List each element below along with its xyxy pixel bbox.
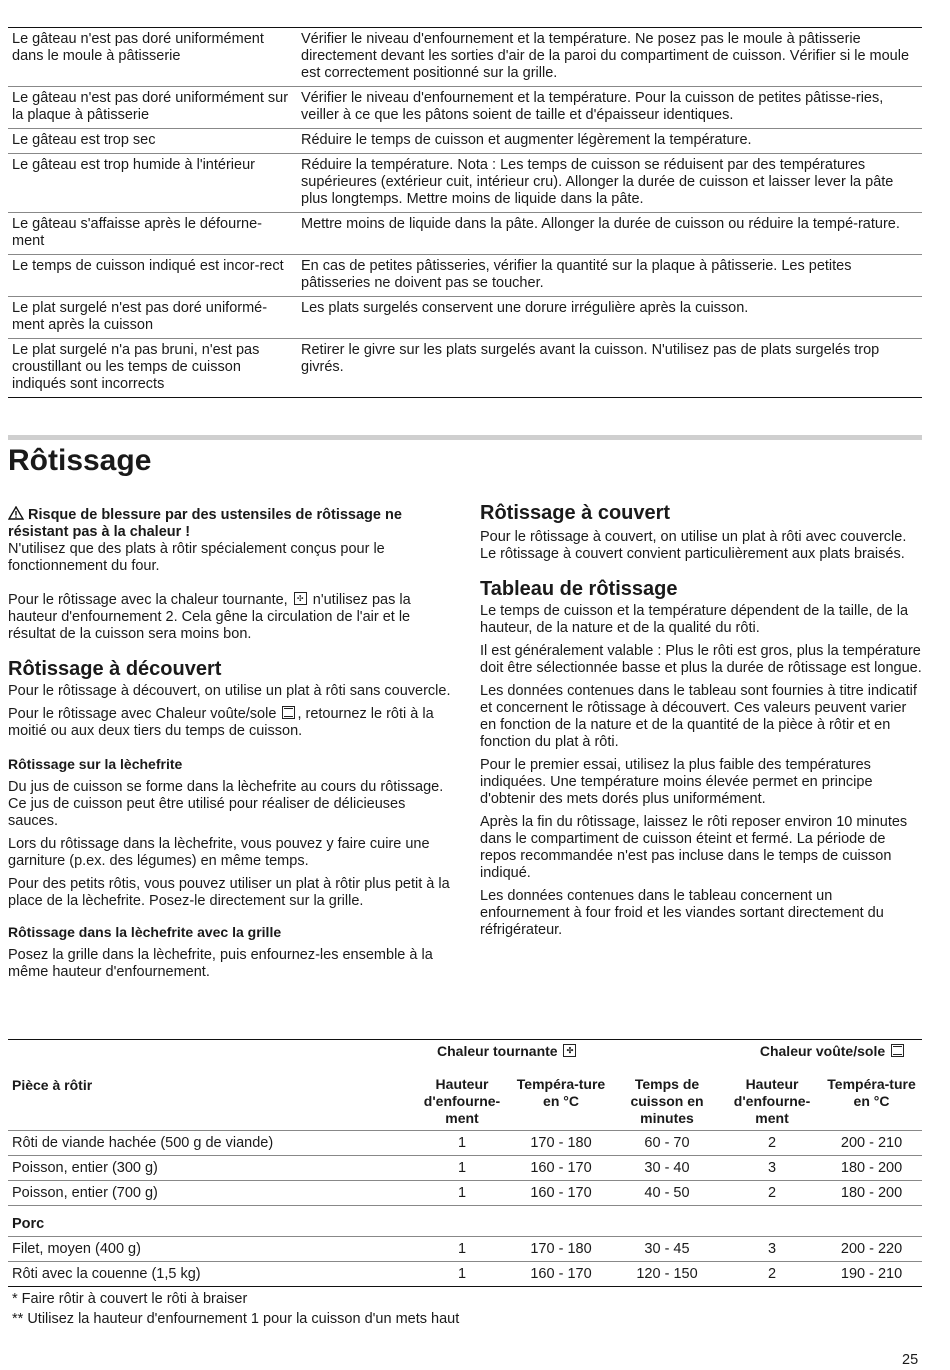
table-row <box>8 255 922 297</box>
col-header-height-fan: Hauteur d'enfourne-ment <box>413 1063 511 1131</box>
top-bottom-heat-icon <box>891 1044 904 1057</box>
problem-cell: Le gâteau n'est pas doré uniformément dans le moule à pâtisserie <box>8 28 297 87</box>
solution-cell: Réduire le temps de cuisson et augmenter légèrement la température. <box>297 129 922 154</box>
heading-roast-table: Tableau de rôtissage <box>480 578 678 600</box>
table-row <box>8 297 922 339</box>
problem-cell: Le plat surgelé n'est pas doré uniformé-ment après la cuisson <box>8 297 297 339</box>
temp-top-bottom-cell: 200 - 210 <box>821 1131 922 1156</box>
solution-cell: En cas de petites pâtisseries, vérifier la quantité sur la plaque à pâtisserie. Les petites pâtisseries ne doivent pas se toucher. <box>297 255 922 297</box>
piece-cell: Rôti avec la couenne (1,5 kg) <box>8 1262 413 1287</box>
piece-cell: Rôti de viande hachée (500 g de viande) <box>8 1131 413 1156</box>
warning-title: Risque de blessure par des ustensiles de rôtissage ne résistant pas à la chaleur ! <box>8 507 402 540</box>
table-row <box>8 87 922 129</box>
uncovered-paragraph: Pour le rôtissage à découvert, on utilise un plat à rôti sans couvercle. <box>8 683 451 699</box>
col-header-piece: Pièce à rôtir <box>8 1063 413 1131</box>
height-fan-cell: 1 <box>413 1237 511 1262</box>
table-row <box>8 213 922 255</box>
solution-cell: Mettre moins de liquide dans la pâte. Allonger la durée de cuisson ou réduire la tempé-rature. <box>297 213 922 255</box>
group-header-fan-label: Chaleur tournante <box>437 1043 558 1059</box>
height-fan-cell: 1 <box>413 1262 511 1287</box>
top-bottom-heat-icon <box>282 706 295 719</box>
right-column <box>480 501 924 939</box>
temp-fan-cell: 170 - 180 <box>511 1131 611 1156</box>
piece-cell: Filet, moyen (400 g) <box>8 1237 413 1262</box>
solution-cell: Réduire la température. Nota : Les temps de cuisson se réduisent par des températures supérieures (extérieur cuit, intérieur cru). Allonger la durée de cuisson et laisser lever la pâte plus longtemps. Mettre moins de liquide dans la pâte. <box>297 154 922 213</box>
heading-drip-pan: Rôtissage sur la lèchefrite <box>8 756 183 772</box>
time-cell: 60 - 70 <box>611 1131 723 1156</box>
solution-cell: Retirer le givre sur les plats surgelés avant la cuisson. N'utilisez pas de plats surgelés trop givrés. <box>297 339 922 398</box>
table-row <box>8 1181 922 1206</box>
solution-cell: Les plats surgelés conservent une dorure irrégulière après la cuisson. <box>297 297 922 339</box>
fan-paragraph-text-b: n'utilisez pas la hauteur d'enfournement 2. Cela gêne la circulation de l'air et le résultat de la cuisson sera moins bon. <box>8 592 411 642</box>
left-column <box>8 506 454 981</box>
fan-paragraph <box>8 592 454 643</box>
warning-triangle-icon <box>8 506 24 520</box>
temp-top-bottom-cell: 180 - 200 <box>821 1181 922 1206</box>
problem-cell: Le temps de cuisson indiqué est incor-rect <box>8 255 297 297</box>
top-bottom-paragraph <box>8 706 454 740</box>
temp-fan-cell: 160 - 170 <box>511 1262 611 1287</box>
troubleshooting-table <box>8 28 922 398</box>
covered-paragraph: Pour le rôtissage à couvert, on utilise un plat à rôti avec couvercle. Le rôtissage à couvert convient particulièrement aux plats braisés. <box>480 529 907 562</box>
solution-cell: Vérifier le niveau d'enfournement et la température. Pour la cuisson de petites pâtisse-ries, veiller à ce que les pâtons soient de taille et d'épaisseur identiques. <box>297 87 922 129</box>
time-cell: 30 - 45 <box>611 1237 723 1262</box>
group-label-porc: Porc <box>8 1206 922 1237</box>
time-cell: 40 - 50 <box>611 1181 723 1206</box>
fan-paragraph-text-a: Pour le rôtissage avec la chaleur tournante, <box>8 592 292 608</box>
height-fan-cell: 1 <box>413 1156 511 1181</box>
heading-drip-grid: Rôtissage dans la lèchefrite avec la grille <box>8 924 282 940</box>
roast-paragraph-5: Après la fin du rôtissage, laissez le rôti reposer environ 10 minutes dans le compartiment de cuisson éteint et fermé. La période de repos recommandée n'est pas incluse dans le temps de cuisson indiqué. <box>480 814 908 881</box>
height-top-bottom-cell: 2 <box>723 1262 821 1287</box>
temp-fan-cell: 160 - 170 <box>511 1156 611 1181</box>
problem-cell: Le gâteau est trop sec <box>8 129 297 154</box>
temp-top-bottom-cell: 180 - 200 <box>821 1156 922 1181</box>
problem-cell: Le gâteau n'est pas doré uniformément sur la plaque à pâtisserie <box>8 87 297 129</box>
roast-table-blank-header <box>8 1040 413 1063</box>
col-header-temp-fan: Tempéra-ture en °C <box>511 1063 611 1131</box>
table-row <box>8 339 922 398</box>
height-top-bottom-cell: 2 <box>723 1131 821 1156</box>
roast-paragraph-4: Pour le premier essai, utilisez la plus faible des températures indiquées. Une température moins élevée permet en principe d'obtenir des mets dorés plus uniformément. <box>480 757 873 807</box>
drip-paragraph-2: Lors du rôtissage dans la lèchefrite, vous pouvez y faire cuire une garniture (p.ex. des légumes) en même temps. <box>8 836 430 869</box>
drip-paragraph-1: Du jus de cuisson se forme dans la lèchefrite au cours du rôtissage. Ce jus de cuisson peut être utilisé pour réaliser de délicieuses sauces. <box>8 779 444 829</box>
piece-cell: Poisson, entier (300 g) <box>8 1156 413 1181</box>
roast-paragraph-1: Le temps de cuisson et la température dépendent de la taille, de la hauteur, de la nature et de la qualité du rôti. <box>480 603 909 636</box>
hot-air-fan-icon <box>294 592 307 605</box>
group-header-top-bottom <box>723 1040 922 1063</box>
group-header-fan <box>413 1040 723 1063</box>
table-row <box>8 1131 922 1156</box>
col-header-height-top-bottom: Hauteur d'enfourne-ment <box>723 1063 821 1131</box>
col-header-time: Temps de cuisson en minutes <box>611 1063 723 1131</box>
col-header-temp-top-bottom: Tempéra-ture en °C <box>821 1063 922 1131</box>
time-cell: 120 - 150 <box>611 1262 723 1287</box>
heading-covered: Rôtissage à couvert <box>480 502 671 524</box>
top-bottom-paragraph-text-a: Pour le rôtissage avec Chaleur voûte/sole <box>8 706 281 722</box>
temp-top-bottom-cell: 190 - 210 <box>821 1262 922 1287</box>
roast-paragraph-6: Les données contenues dans le tableau concernent un enfournement à four froid et les viandes sortant directement du réfrigérateur. <box>480 888 884 938</box>
warning-text: N'utilisez que des plats à rôtir spécialement conçus pour le fonctionnement du four. <box>8 541 385 574</box>
table-row <box>8 154 922 213</box>
hot-air-fan-icon <box>563 1044 576 1057</box>
roast-paragraph-2: Il est généralement valable : Plus le rôti est gros, plus la température doit être sélectionnée basse et plus la durée de rôtissage est longue. <box>480 643 922 676</box>
temp-fan-cell: 160 - 170 <box>511 1181 611 1206</box>
table-row <box>8 129 922 154</box>
time-cell: 30 - 40 <box>611 1156 723 1181</box>
roast-paragraph-3: Les données contenues dans le tableau sont fournies à titre indicatif et concernent le rôtissage à découvert. Ces valeurs peuvent varier en fonction de la nature et de la quantité de la pièce à rôtir et en fonction du plat à rôti. <box>480 683 917 750</box>
roast-table <box>8 1040 922 1287</box>
temp-top-bottom-cell: 200 - 220 <box>821 1237 922 1262</box>
table-row <box>8 1156 922 1181</box>
table-row <box>8 28 922 87</box>
solution-cell: Vérifier le niveau d'enfournement et la température. Ne posez pas le moule à pâtisserie directement devant les sorties d'air de la paroi du compartiment de cuisson. Vérifier si le moule est correctement positionné sur la grille. <box>297 28 922 87</box>
height-top-bottom-cell: 2 <box>723 1181 821 1206</box>
height-fan-cell: 1 <box>413 1131 511 1156</box>
problem-cell: Le gâteau est trop humide à l'intérieur <box>8 154 297 213</box>
problem-cell: Le plat surgelé n'a pas bruni, n'est pas croustillant ou les temps de cuisson indiqués sont incorrects <box>8 339 297 398</box>
group-row-porc <box>8 1206 922 1237</box>
height-top-bottom-cell: 3 <box>723 1156 821 1181</box>
table-row <box>8 1237 922 1262</box>
footnote-1: * Faire rôtir à couvert le rôti à braiser <box>12 1291 248 1307</box>
group-header-top-bottom-label: Chaleur voûte/sole <box>759 1043 886 1059</box>
height-top-bottom-cell: 3 <box>723 1237 821 1262</box>
section-title: Rôtissage <box>8 444 152 477</box>
footnote-2: ** Utilisez la hauteur d'enfournement 1 pour la cuisson d'un mets haut <box>12 1311 460 1327</box>
piece-cell: Poisson, entier (700 g) <box>8 1181 413 1206</box>
heading-uncovered: Rôtissage à découvert <box>8 658 222 680</box>
temp-fan-cell: 170 - 180 <box>511 1237 611 1262</box>
problem-cell: Le gâteau s'affaisse après le défourne-ment <box>8 213 297 255</box>
grid-paragraph: Posez la grille dans la lèchefrite, puis enfournez-les ensemble à la même hauteur d'enfournement. <box>8 947 433 980</box>
height-fan-cell: 1 <box>413 1181 511 1206</box>
table-row <box>8 1262 922 1287</box>
warning-heading <box>8 506 454 541</box>
top-bottom-paragraph-text-b: , retournez le rôti à la moitié ou aux deux tiers du temps de cuisson. <box>8 706 434 739</box>
page-number: 25 <box>902 1352 919 1368</box>
drip-paragraph-3: Pour des petits rôtis, vous pouvez utiliser un plat à rôtir plus petit à la place de la lèchefrite. Posez-le directement sur la grille. <box>8 876 450 909</box>
